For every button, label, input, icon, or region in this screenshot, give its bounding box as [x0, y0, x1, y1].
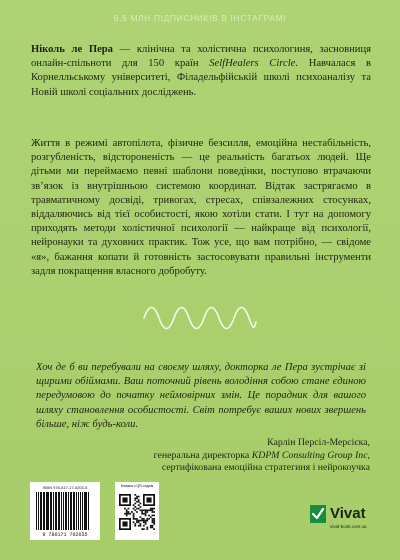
community-name: SelfHealers Circle	[209, 58, 296, 70]
isbn-label: ISBN 978-617-17-0203-5	[42, 485, 88, 490]
quote-attribution	[70, 437, 370, 475]
quote-author-role	[70, 450, 370, 463]
publisher-logo	[310, 503, 370, 533]
isbn-barcode	[30, 482, 100, 540]
author-bio-text-2: . Навчалася в Корнелльському університеті, Філадельфійській школі психоаналізу та Новій школі соціальних досліджень.	[31, 58, 371, 98]
wave-ornament-icon	[140, 300, 260, 336]
author-bio	[31, 43, 371, 100]
barcode-bars-icon	[36, 492, 94, 530]
publisher-site: vivat-book.com.ua	[330, 524, 367, 529]
author-bio-text-1: — клінічна та холістична психологиня, засновниця онлайн-спільноти для 150 країн	[31, 44, 371, 70]
subscribers-banner: 6,6 МЛН ПІДПИСНИКІВ В ІНСТАГРАМІ	[113, 13, 287, 23]
barcode-number: 9 786171 702035	[42, 532, 88, 538]
qr-code-icon	[119, 494, 155, 530]
vivat-logo-icon	[310, 505, 326, 523]
book-description: Життя в режимі автопілота, фізичне безсилля, емоційна нестабільність, розгубленість, відстороненість — це реальність багатьох людей. Ще дітьми ми переймаємо певні шаблони поведінки, поступово втрачаючи зв’язок із внутрішньою системою координат. Відтак застрягаємо в травматичному досвіді, тривогах, стресах, співзалежних стосунках, віддаляючись від тієї особистості, якою хотіли стати. І тут на допомогу приходять методи холістичної психології — найкраще від психології, нейронауки та духовних практик. Тож усе, що вам потрібно, — свідоме «я», бажання копати й готовність застосовувати правильні інструменти задля покращення власного добробуту.	[31, 138, 371, 277]
qr-caption: Книжка з QR-кодом	[120, 484, 154, 488]
quote-author: Карлін Персіл-Мерсієка,	[267, 437, 370, 448]
author-name: Ніколь ле Пера	[31, 44, 113, 55]
endorsement-quote: Хоч де б ви перебували на своєму шляху, докторка ле Пера зустрічає зі щирими обіймами. Ваш поточний рівень володіння собою стане єдиною передумовою до початку неймовірних змін. Це порадник для вашого шляху становлення особистості. Світ потребує ваших нових звершень більше, ніж будь-коли.	[36, 362, 366, 430]
publisher-name: Vivat	[330, 505, 366, 522]
role-company: KDPM Consulting Group Inc	[251, 449, 368, 461]
role-prefix: генеральна директорка	[153, 449, 252, 461]
qr-code-box	[115, 482, 159, 540]
role-suffix: ,	[367, 449, 370, 461]
quote-author-role-2: сертифікована емоційна стратегиня і нейрокоучка	[161, 462, 370, 474]
